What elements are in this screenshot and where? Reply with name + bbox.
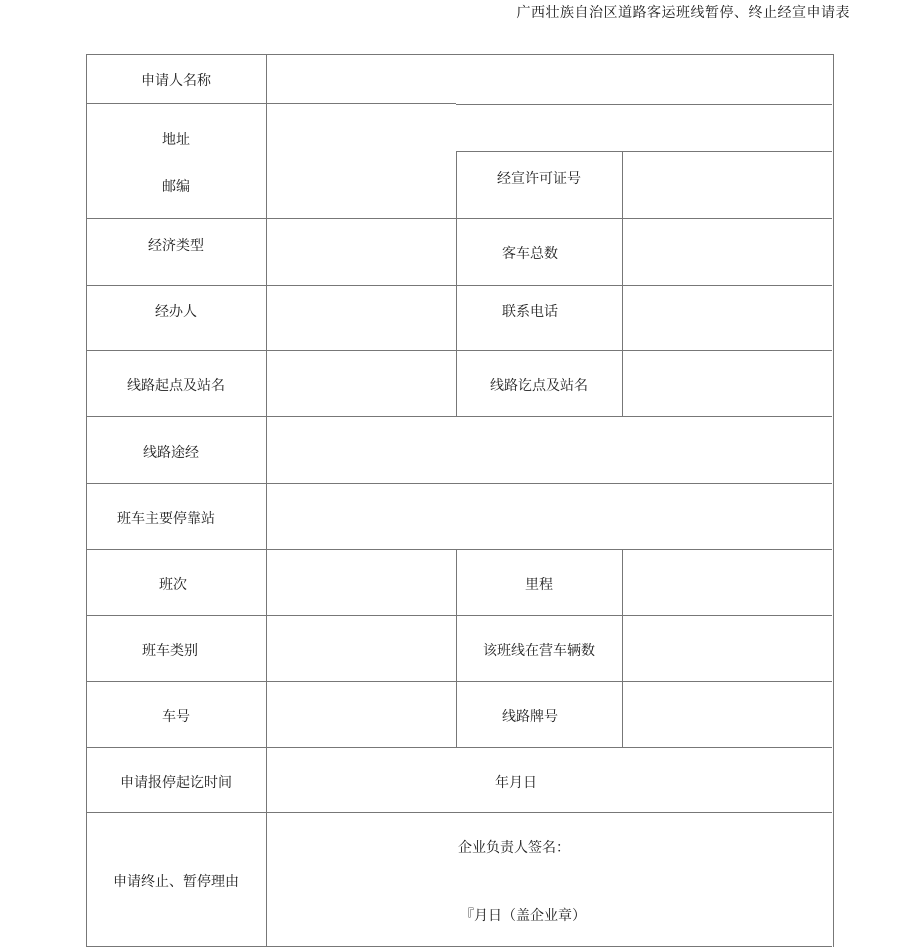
license-number-label: 经宣许可证号 bbox=[497, 171, 581, 187]
row-divider bbox=[86, 103, 456, 104]
operating-vehicles-label: 该班线在营车辆数 bbox=[483, 643, 595, 659]
row-divider bbox=[86, 285, 832, 286]
signature-label: 企业负责人签名： bbox=[458, 840, 570, 856]
row-divider bbox=[86, 681, 832, 682]
postal-code-label: 邮编 bbox=[162, 179, 190, 195]
trips-label: 班次 bbox=[159, 577, 187, 593]
column-divider bbox=[622, 549, 623, 747]
suspension-period-label: 申请报停起讫时间 bbox=[120, 775, 232, 791]
row-divider bbox=[86, 615, 832, 616]
economic-type-label: 经济类型 bbox=[148, 238, 204, 254]
bus-category-label: 班车类别 bbox=[142, 643, 198, 659]
row-divider bbox=[86, 416, 832, 417]
phone-label: 联系电话 bbox=[502, 304, 558, 320]
route-end-label: 线路讫点及站名 bbox=[490, 378, 588, 394]
route-via-label: 线路途经 bbox=[143, 445, 199, 461]
row-divider bbox=[86, 549, 832, 550]
main-stops-label: 班车主要停靠站 bbox=[117, 511, 215, 527]
mileage-label: 里程 bbox=[525, 577, 553, 593]
date-seal-label: 『月日（盖企业章） bbox=[460, 908, 586, 924]
reason-label: 申请终止、暂停理由 bbox=[113, 874, 239, 890]
route-plate-label: 线路牌号 bbox=[502, 709, 558, 725]
applicant-name-label: 申请人名称 bbox=[141, 73, 211, 89]
row-divider bbox=[86, 946, 832, 947]
route-start-label: 线路起点及站名 bbox=[127, 378, 225, 394]
row-divider bbox=[86, 483, 832, 484]
row-divider bbox=[456, 104, 832, 105]
row-divider bbox=[86, 812, 832, 813]
handler-label: 经办人 bbox=[155, 304, 197, 320]
row-divider bbox=[86, 747, 832, 748]
suspension-period-value: 年月日 bbox=[495, 775, 537, 791]
row-divider bbox=[86, 350, 832, 351]
column-divider bbox=[622, 151, 623, 417]
address-label: 地址 bbox=[162, 132, 190, 148]
row-divider bbox=[456, 151, 832, 152]
column-divider bbox=[266, 54, 267, 946]
vehicle-number-label: 车号 bbox=[162, 709, 190, 725]
total-buses-label: 客车总数 bbox=[502, 246, 558, 262]
row-divider bbox=[86, 218, 832, 219]
document-title: 广西壮族自治区道路客运班线暂停、终止经宣申请表 bbox=[516, 5, 850, 21]
